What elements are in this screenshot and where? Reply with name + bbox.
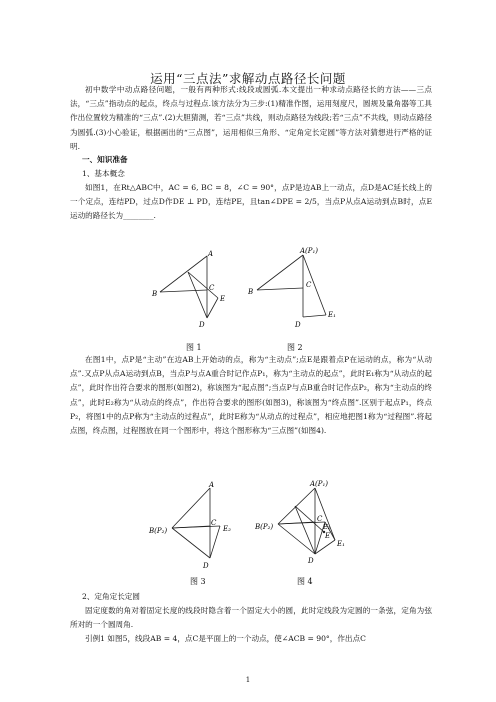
fig1-line-DE [207, 298, 218, 318]
example-problem: 如图1，在Rt△ABC中，AC = 6, BC = 8，∠C = 90°，点P是边AB上一动点，点D是AC延长线上的一个定点，连结PD，过点D作DE ⊥ PD，连结PE，且tan∠DPE = 2/5，当点P从点A运动到点B时，点E运动的路径长为________. [70, 183, 432, 221]
fig4-label-C: C [317, 515, 323, 523]
figure-4-caption: 图 4 [297, 577, 313, 586]
fig2-label-E1: E₁ [328, 311, 336, 319]
fig1-label-E: E [220, 295, 226, 303]
fig4-label-B: B(P₂) [255, 523, 274, 531]
fig2-label-D: D [295, 321, 301, 329]
fig4-label-A: A(P₁) [310, 480, 329, 488]
fig1-label-D: D [199, 321, 205, 329]
fig1-line-BC [160, 290, 207, 292]
fig1-label-A: A [208, 250, 214, 258]
figure-4 [255, 474, 355, 574]
fig4-label-E: E [325, 532, 331, 540]
fig3-label-D: D [203, 562, 209, 570]
fig2-label-C: C [306, 281, 312, 289]
fig4-label-D: D [308, 557, 314, 565]
fig1-label-B: B [152, 290, 158, 298]
fig3-line-DE2 [210, 526, 220, 558]
fig4-line-DE1 [315, 540, 335, 554]
figure-3-caption: 图 3 [190, 577, 206, 586]
fig3-label-A: A [209, 481, 215, 489]
lead-example: 引例1 如图5，线段AB = 4，点C是平面上的一个动点，使∠ACB = 90°，作出点C [85, 634, 366, 643]
fig3-line-AB [172, 488, 210, 528]
fig4-line-PD [295, 506, 315, 554]
theory-paragraph: 固定度数的角对着固定长度的线段时隐含着一个固定大小的圆，此时定线段为定圆的一条弦，定角为弦所对的一个圆周角. [70, 606, 432, 630]
fig2-line-AB [257, 255, 303, 290]
fig2-label-B: B [248, 288, 254, 296]
figure-1 [150, 248, 240, 340]
subsection-heading: 1、基本概念 [82, 169, 125, 178]
figure-3 [148, 478, 248, 574]
fig4-label-E1: E₁ [337, 540, 345, 548]
fig4-label-E2: E₂ [323, 523, 331, 531]
fig3-label-E2: E₂ [223, 525, 231, 533]
figure-2 [248, 245, 338, 340]
concept-paragraph: 在图1中，点P是“主动”在边AB上开始动的点，称为“主动点”;点E是跟着点P在运动的点，称为“从动点”.又点P从点A运动到点B，当点P与点A重合时记作点P₁，称为“主动点的起点”，此时E₁称为“从动点的起点”，此时作出符合要求的图形(如图2)，称该图为“起点图”;当点P与点B重合时记作点P₂，称为“主动点的终点”，此时E₂称为“从动点的终点”，作出符合要求的图形(如图3)，称该图为“终点图”.区别于起点P₁，终点P₂，将图1中的点P称为“主动点的过程点”，此时E称为“从动点的过程点”，相应地把图1称为“过程图”.将起点图，终点图，过程图放在同一个图形中，将这个图形称为“三点图”(如图4). [70, 355, 432, 436]
section-heading: 一、知识准备 [82, 155, 128, 164]
fig2-line-BC [257, 288, 303, 290]
page-number: 1 [245, 676, 251, 684]
figure-2-caption: 图 2 [287, 343, 303, 352]
page-title: 运用“三点法”求解动点路径长问题 [150, 71, 346, 86]
fig3-label-B: B(P₂) [149, 527, 168, 535]
fig3-label-C: C [211, 519, 217, 527]
fig1-label-C: C [209, 284, 215, 292]
fig2-line-DE1 [303, 315, 326, 317]
fig3-line-BD [172, 528, 210, 558]
fig1-line-PD [188, 272, 207, 318]
fig2-label-A: A(P₁) [300, 247, 319, 255]
abstract-paragraph: 初中数学中动点路径问题，一般有两种形式:线段或圆弧.本文提出一种求动点路径长的方法——三点法，“三点”指动点的起点，终点与过程点.该方法分为三步:(1)精准作图，运用刻度尺，圆规及量角器等工具作出位置较为精准的“三点”.(2)大胆猜测，若“三点”共线，则动点路径为线段;若“三点”不共线，则动点路径为圆弧.(3)小心验证，根据画出的“三点图”，运用相似三角形、“定角定长定圆”等方法对猜想进行严格的证明. [70, 85, 432, 151]
figure-1-caption: 图 1 [186, 343, 202, 352]
fig4-line-BD [278, 524, 315, 554]
fig1-line-AB [160, 256, 207, 292]
subsection-heading-2: 2、定角定长定圆 [82, 592, 140, 601]
